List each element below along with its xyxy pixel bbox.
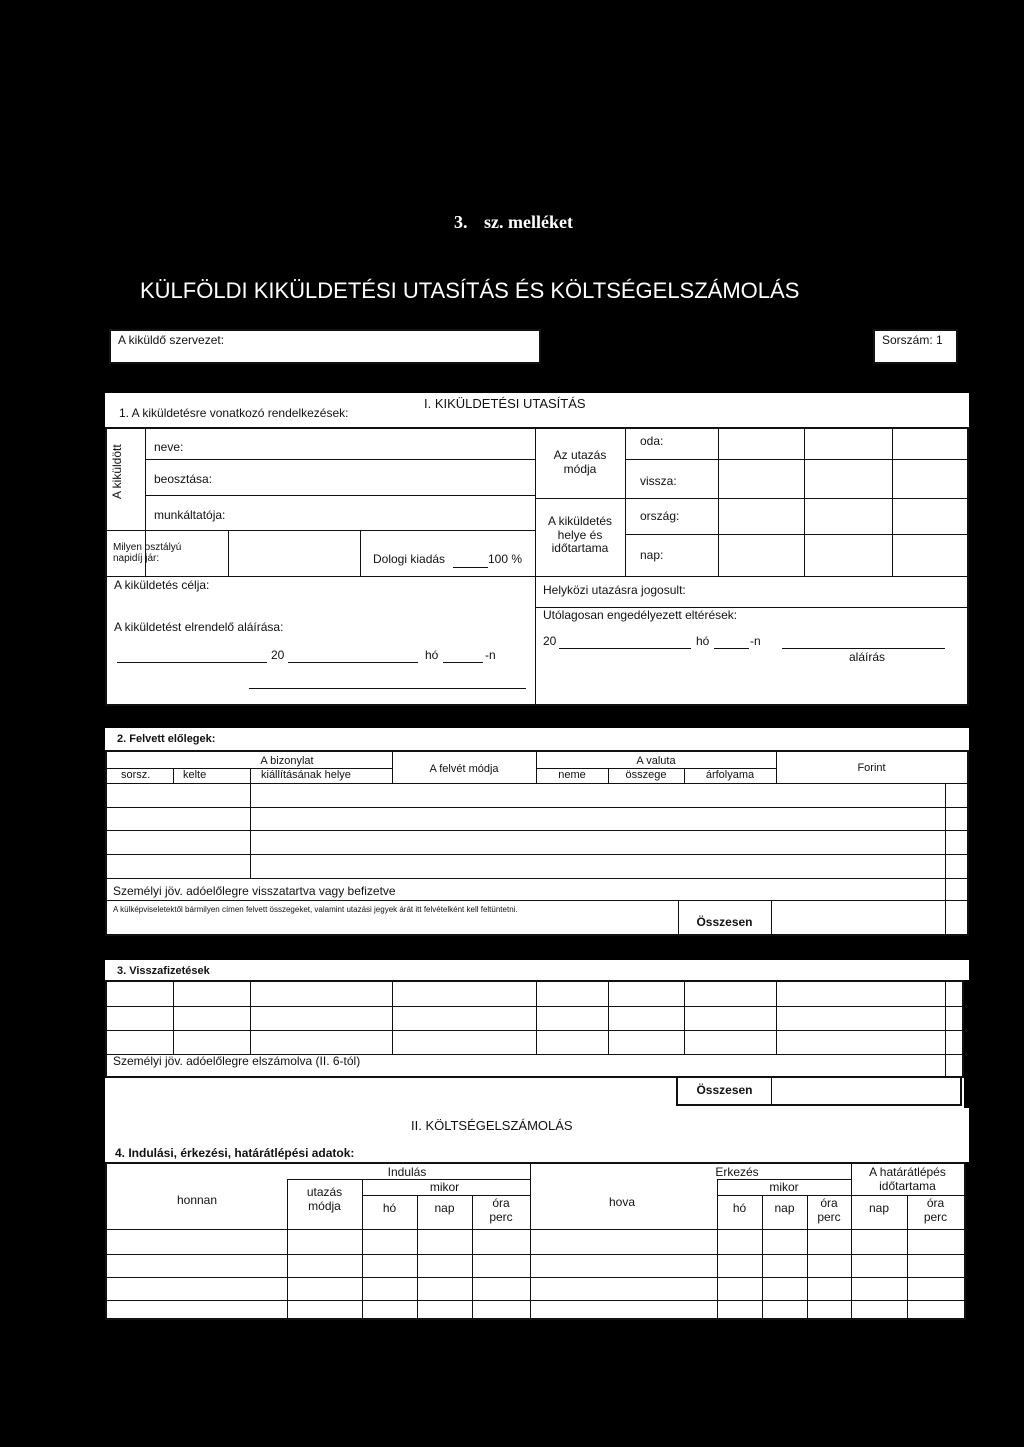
hova-header: hova xyxy=(608,1195,636,1209)
dologi-percent: 100 % xyxy=(488,552,523,566)
date-ho-right: hó xyxy=(696,634,710,648)
osszege-header: összege xyxy=(625,769,667,781)
section3-heading-band xyxy=(105,960,969,980)
mikor-header-1: mikor xyxy=(429,1180,460,1194)
nap-header-3: nap xyxy=(868,1201,890,1215)
date-year-right: 20 xyxy=(543,634,557,648)
neve-label: neve: xyxy=(154,440,184,454)
elrendelo-label: A kiküldetést elrendelő aláírása: xyxy=(114,620,284,634)
utazas-modja-header-2: módja xyxy=(308,1199,341,1213)
orszag-label: ország: xyxy=(640,509,680,523)
szemelyi-visszatartva: Személyi jöv. adóelőlegre visszatartva vagy befizetve xyxy=(113,884,396,898)
travel-data-table xyxy=(105,1162,966,1320)
advances-note: A külképviseletektől bármilyen címen felvett összegeket, valamint utazási jegyek árát itt felvételként kell feltüntetni. xyxy=(113,905,518,914)
ora-header-3: óra xyxy=(926,1196,945,1210)
forint-header: Forint xyxy=(857,762,886,774)
utazas-modja-1: Az utazás xyxy=(553,448,607,462)
bizonylat-header: A bizonylat xyxy=(260,755,314,767)
perc-header-3: perc xyxy=(923,1210,948,1224)
hatar-header-1: A határátlépés xyxy=(869,1165,946,1179)
org-field[interactable] xyxy=(109,329,541,364)
section3-heading: 3. Visszafizetések xyxy=(117,965,210,977)
vissza-label: vissza: xyxy=(640,474,677,488)
nap-header-1: nap xyxy=(434,1201,455,1215)
utazas-modja-header-1: utazás xyxy=(306,1185,343,1199)
perc-header-1: perc xyxy=(489,1210,513,1224)
alairas-label: aláírás xyxy=(849,650,886,664)
serial-field[interactable] xyxy=(873,329,958,364)
repayments-total-box xyxy=(676,1076,962,1106)
section1-heading-band xyxy=(105,393,969,427)
osztaly-label-1: Milyen osztályú xyxy=(113,542,182,553)
page-title: KÜLFÖLDI KIKÜLDETÉSI UTASÍTÁS ÉS KÖLTSÉGELSZÁMOLÁS xyxy=(140,278,800,303)
sorsz-header: sorsz. xyxy=(121,769,151,781)
oda-label: oda: xyxy=(640,434,664,448)
ho-header-2: hó xyxy=(732,1201,747,1215)
valuta-header: A valuta xyxy=(636,755,676,767)
ora-header-2: óra xyxy=(820,1196,838,1210)
munkaltatoja-label: munkáltatója: xyxy=(154,508,226,522)
perc-header-2: perc xyxy=(817,1210,841,1224)
utazas-modja-2: módja xyxy=(563,462,597,476)
annex-number: 3. xyxy=(454,212,468,232)
annex-label: sz. melléket xyxy=(484,212,573,232)
advances-total-label: Összesen xyxy=(696,915,753,929)
date-ho-left: hó xyxy=(425,648,439,662)
part-ii-band xyxy=(105,1108,969,1162)
nap-header-2: nap xyxy=(774,1201,795,1215)
part-ii-heading: II. KÖLTSÉGELSZÁMOLÁS xyxy=(411,1118,573,1133)
kikuld-helye-1: A kiküldetés xyxy=(547,514,613,528)
beosztasa-label: beosztása: xyxy=(154,472,213,486)
kelte-header: kelte xyxy=(183,769,207,781)
repayments-total-label: Összesen xyxy=(696,1083,753,1097)
hatar-header-2: időtartama xyxy=(879,1179,936,1193)
section4-heading: 4. Indulási, érkezési, határátlépési adatok: xyxy=(115,1146,355,1160)
mikor-header-2: mikor xyxy=(769,1180,799,1194)
section1-heading: 1. A kiküldetésre vonatkozó rendelkezések: xyxy=(119,406,349,420)
utolagos-label: Utólagosan engedélyezett eltérések: xyxy=(543,608,738,622)
arfolyama-header: árfolyama xyxy=(705,769,755,781)
indulas-header: Indulás xyxy=(387,1165,427,1179)
section2-heading: 2. Felvett előlegek: xyxy=(117,733,216,745)
kikuld-helye-2: helye és xyxy=(557,528,603,542)
date-year-left: 20 xyxy=(271,648,285,662)
ora-header-1: óra xyxy=(492,1196,510,1210)
serial-label: Sorszám: 1 xyxy=(882,333,943,347)
celja-label: A kiküldetés célja: xyxy=(114,578,210,592)
felvet-modja-header: A felvét módja xyxy=(429,763,499,775)
instruction-box xyxy=(105,427,969,706)
kikuld-helye-3: időtartama xyxy=(551,541,609,555)
date-n-left: -n xyxy=(485,648,496,662)
side-label: A kiküldött xyxy=(110,444,124,499)
ho-header-1: hó xyxy=(382,1201,397,1215)
szemelyi-elszamolva: Személyi jöv. adóelőlegre elszámolva (II. 6-tól) xyxy=(113,1054,361,1068)
repayments-table xyxy=(105,980,964,1078)
osztaly-label-2: napidíj jár: xyxy=(113,553,160,564)
org-label: A kiküldő szervezet: xyxy=(118,333,225,347)
nap-label: nap: xyxy=(640,548,664,562)
helykozi-label: Helyközi utazásra jogosult: xyxy=(543,583,686,597)
section2-heading-band xyxy=(105,728,969,750)
honnan-header: honnan xyxy=(176,1193,218,1207)
advances-table xyxy=(105,750,969,936)
date-n-right: -n xyxy=(750,634,761,648)
neme-header: neme xyxy=(558,769,586,781)
kiallitas-header: kiállításának helye xyxy=(261,769,351,781)
dologi-label: Dologi kiadás xyxy=(373,552,446,566)
part1-heading: I. KIKÜLDETÉSI UTASÍTÁS xyxy=(424,396,586,411)
repayments-total-band xyxy=(105,1078,964,1108)
erkezes-header: Erkezés xyxy=(715,1165,759,1179)
